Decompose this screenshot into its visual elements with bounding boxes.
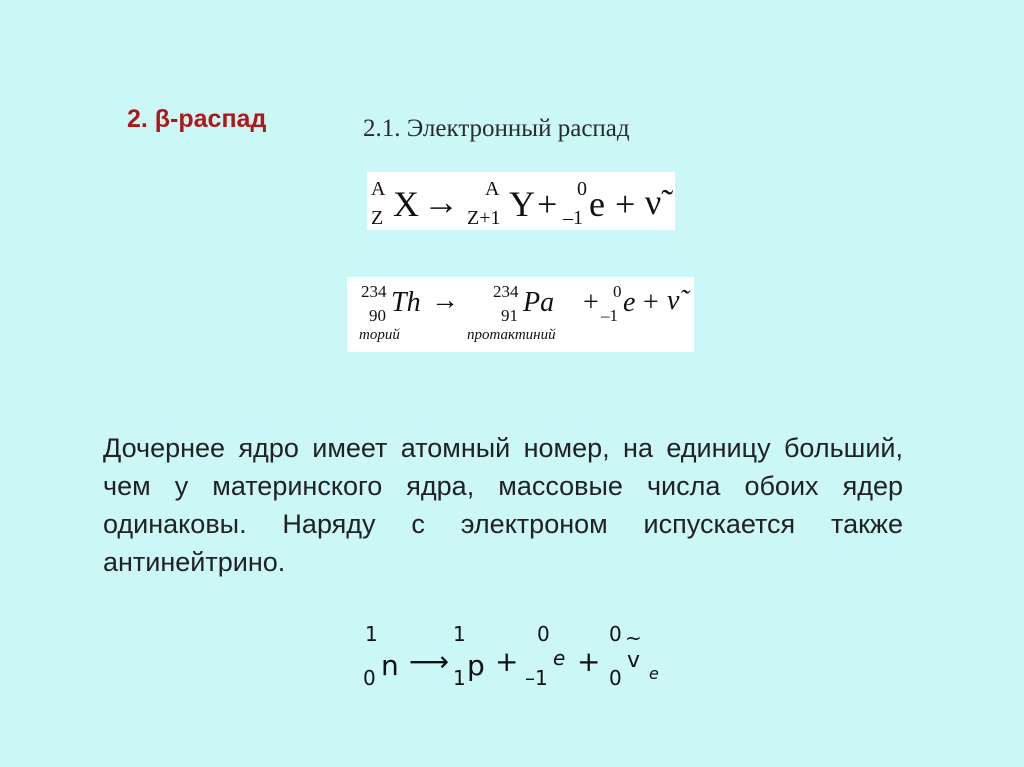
electron-mass-number: 0 — [577, 178, 587, 200]
antineutrino-tilde: ~ — [625, 626, 642, 650]
protactinium-charge-number: 91 — [501, 306, 518, 325]
electron-charge-number: –1 — [525, 666, 548, 690]
antineutrino-mass-number: 0 — [609, 622, 622, 646]
thorium-charge-number: 90 — [369, 306, 386, 325]
proton-symbol: p — [467, 649, 485, 682]
electron-symbol: e — [553, 646, 566, 670]
electron-charge-number: –1 — [601, 306, 618, 325]
parent-charge-number: Z — [371, 207, 384, 229]
protactinium-symbol: Pa — [523, 287, 555, 318]
electron-symbol: e — [623, 287, 636, 318]
parent-symbol: X — [393, 184, 419, 224]
decay-arrow: ⟶ — [409, 645, 450, 678]
daughter-symbol: Y — [509, 184, 535, 224]
parent-mass-number: A — [371, 178, 386, 200]
antineutrino-symbol: ν̃ — [645, 182, 662, 222]
electron-mass-number: 0 — [537, 622, 550, 646]
daughter-mass-number: A — [485, 178, 500, 200]
plus-sign: + — [577, 645, 601, 678]
thorium-mass-number: 234 — [361, 282, 387, 301]
plus-sign: + — [615, 184, 636, 224]
electron-mass-number: 0 — [613, 282, 622, 301]
electron-charge-number: –1 — [563, 207, 583, 229]
proton-charge-number: 1 — [453, 666, 466, 690]
antineutrino-charge-number: 0 — [609, 666, 622, 690]
decay-arrow: → — [431, 285, 459, 316]
thorium-decay-formula — [347, 277, 694, 352]
general-decay-formula — [367, 172, 675, 230]
antineutrino-symbol: v — [627, 648, 641, 673]
plus-sign: + — [537, 184, 558, 224]
subtitle: 2.1. Электронный распад — [363, 115, 630, 142]
plus-sign: + — [643, 287, 659, 318]
thorium-name: торий — [359, 327, 400, 343]
explanation-paragraph: Дочернее ядро имеет атомный номер, на единицу больший, чем у материнского ядра, массовые числа обоих ядер одинаковы. Наряду с электроном испускается также антинейтрино. — [103, 433, 903, 577]
electron-symbol: e — [589, 184, 605, 224]
section-title: 2. β-распад — [127, 105, 267, 133]
antineutrino-symbol: ν̃ — [667, 285, 680, 316]
proton-mass-number: 1 — [453, 622, 466, 646]
neutron-mass-number: 1 — [365, 622, 378, 646]
neutron-charge-number: 0 — [363, 666, 376, 690]
decay-arrow: → — [423, 182, 459, 222]
protactinium-name: протактиний — [467, 327, 556, 343]
plus-sign: + — [583, 287, 599, 318]
antineutrino-subscript: e — [649, 664, 659, 683]
neutron-decay-formula — [355, 618, 685, 698]
thorium-symbol: Th — [391, 287, 421, 318]
protactinium-mass-number: 234 — [493, 282, 519, 301]
neutron-symbol: n — [381, 649, 399, 682]
plus-sign: + — [495, 645, 519, 678]
daughter-charge-number: Z+1 — [467, 207, 501, 229]
